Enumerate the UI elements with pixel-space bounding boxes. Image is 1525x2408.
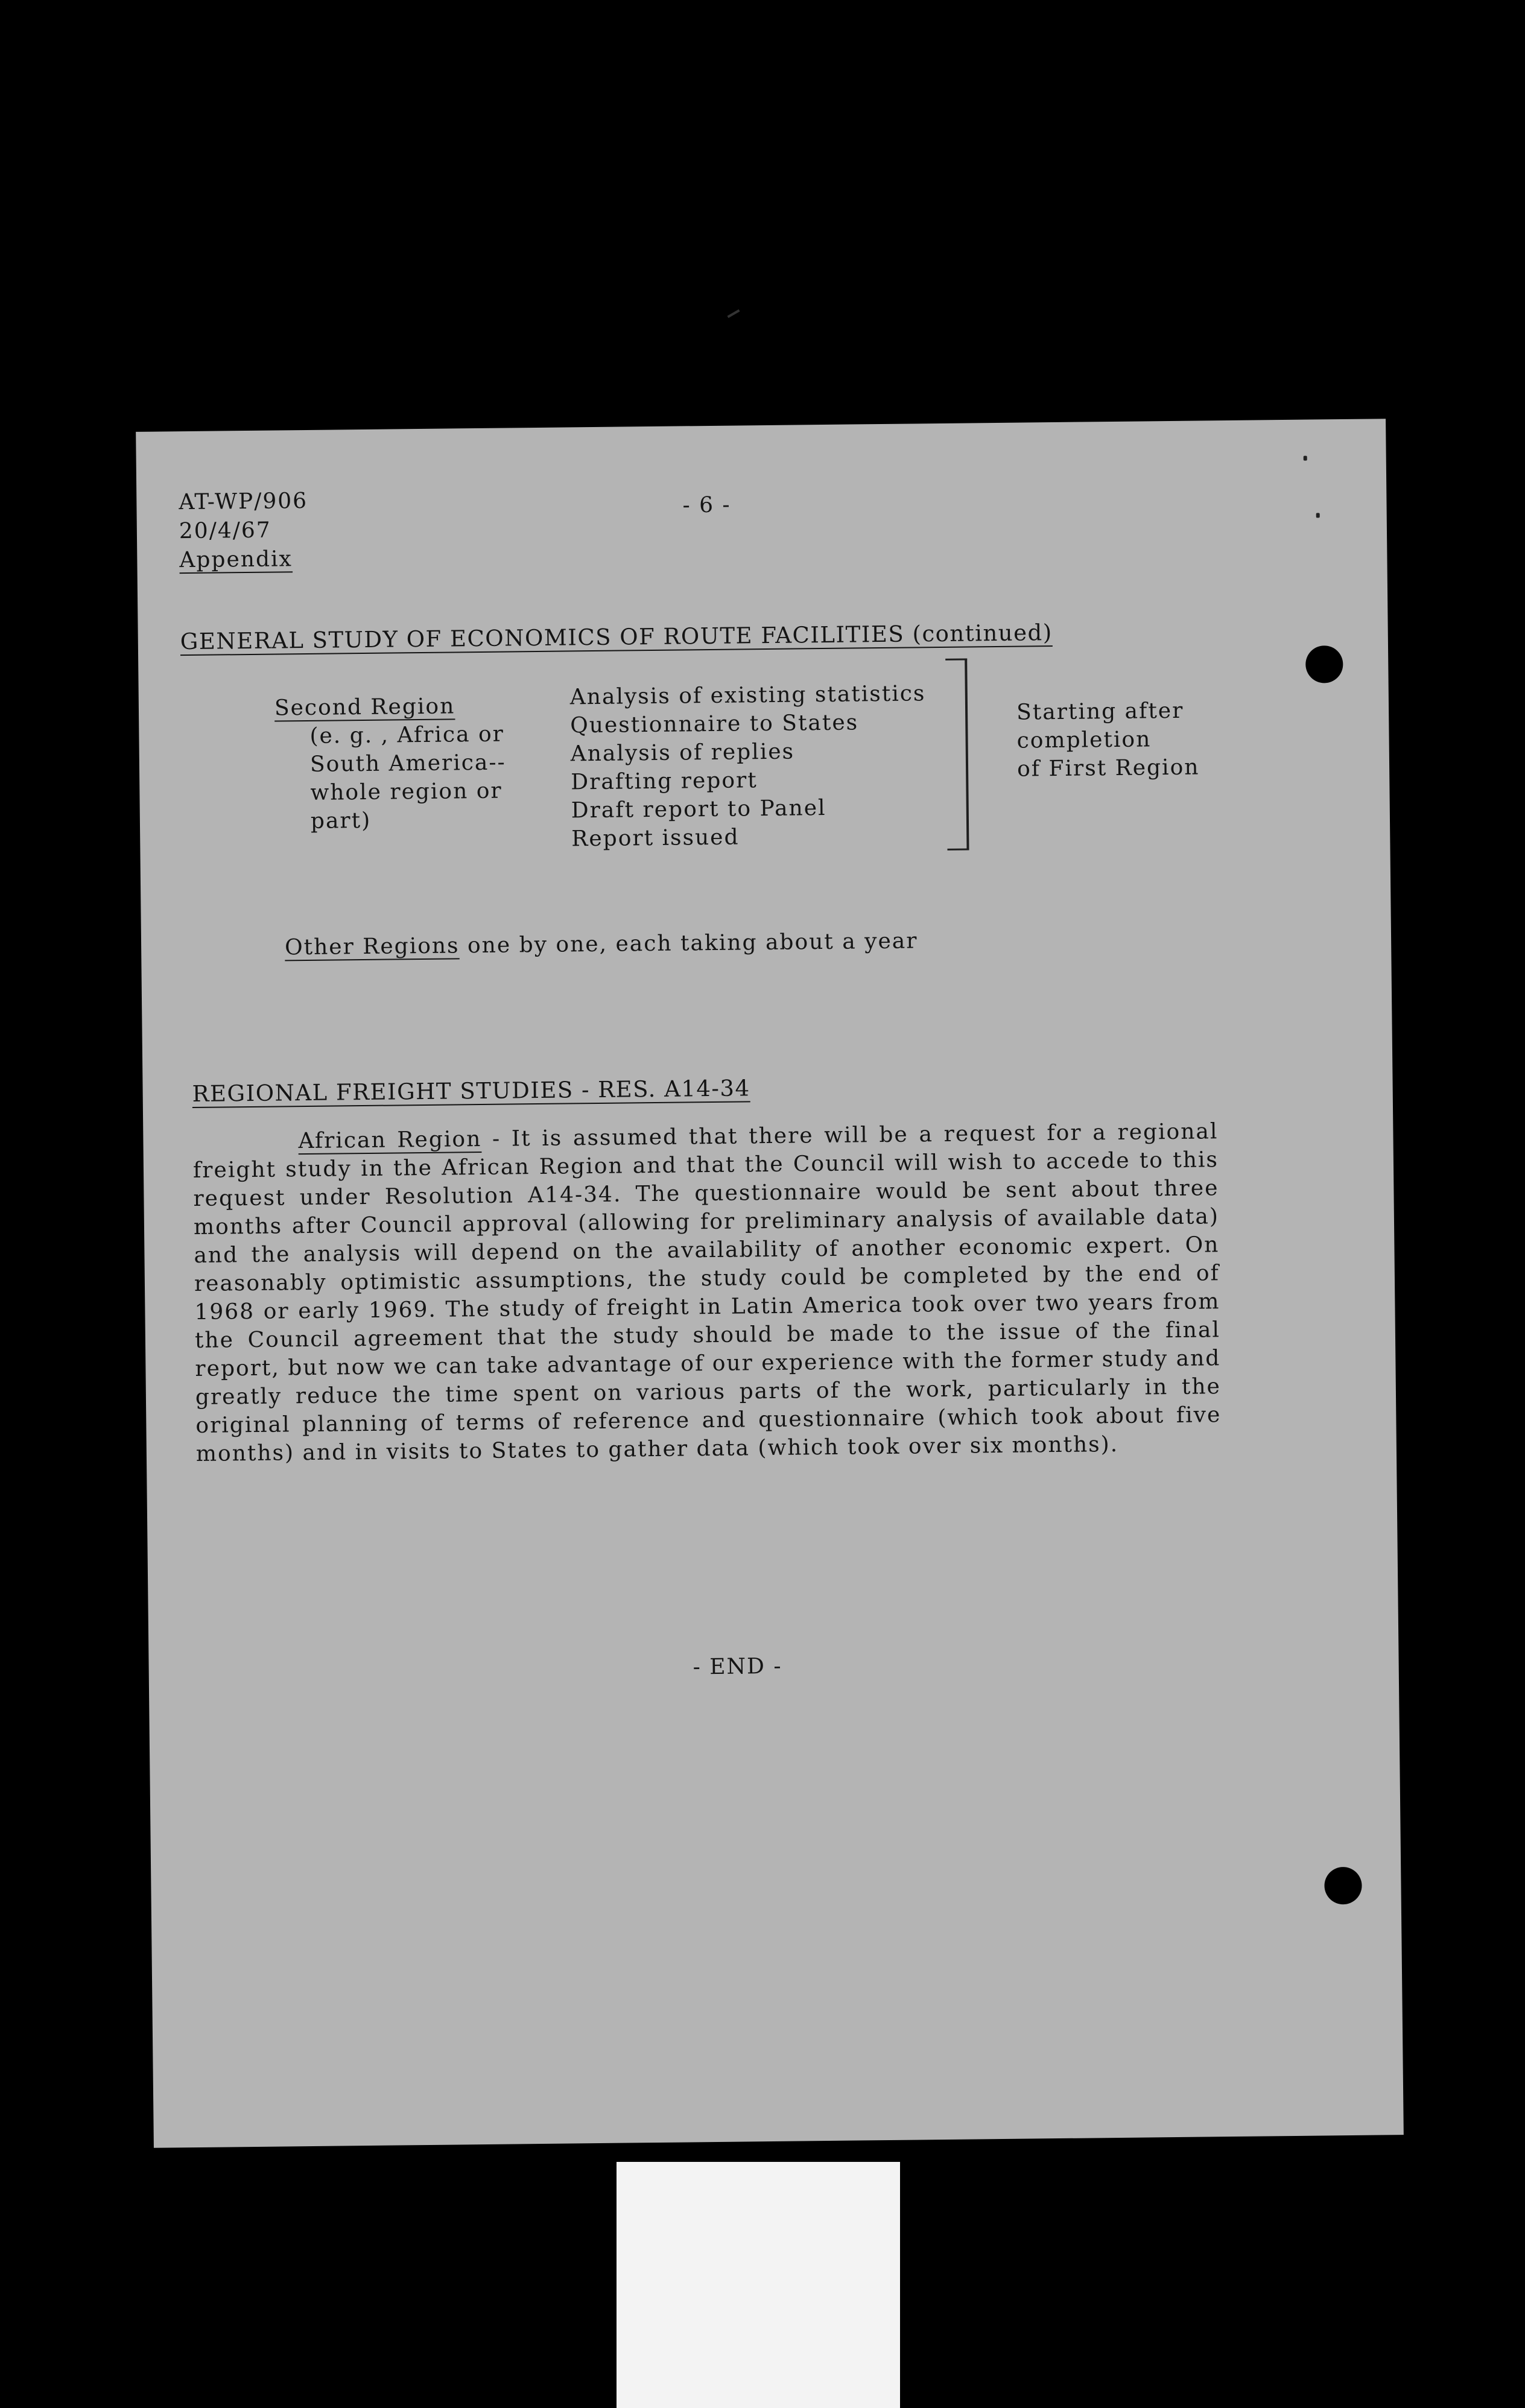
region-desc-line: (e. g. , Africa or	[309, 721, 505, 749]
second-region-title: Second Region	[274, 694, 455, 721]
paragraph-body: - It is assumed that there will be a request for a regional freight study in the African Region and that the Council will wish to accede to this request under Resolution A14-34. The questionnaire would be sent about three months after Council approval (allowing for preliminary analysis of available data) and the analysis will depend on the availability of another economic expert. On reasonably optimistic assumptions, the study could be completed by the end of 1968 or early 1969. The study of freight in Latin America took over two years from the Council agreement that the study should be made to the issue of the final report, but now we can take advantage of our experience with the former study and greatly reduce the time spent on various parts of the work, particularly in the original planning of terms of reference and questionnaire (which took about five months) and in visits to States to gather data (which took over six months).	[192, 1119, 1222, 1466]
timing-line: Starting after	[1016, 698, 1184, 725]
white-slip	[617, 2162, 900, 2408]
task-item: Draft report to Panel	[571, 795, 826, 823]
timing-line: completion	[1016, 727, 1152, 753]
speck-mark	[1316, 513, 1320, 518]
timing-line: of First Region	[1016, 755, 1200, 782]
other-regions-label: Other Regions	[284, 933, 460, 960]
document-page	[136, 419, 1404, 2148]
task-item: Questionnaire to States	[570, 710, 859, 738]
section1-heading: GENERAL STUDY OF ECONOMICS OF ROUTE FACILITIES (continued)	[180, 619, 1053, 655]
african-region-label: African Region	[298, 1126, 482, 1154]
task-item: Analysis of existing statistics	[569, 681, 926, 710]
scuff-mark	[727, 309, 740, 318]
region-desc-line: whole region or	[310, 778, 503, 805]
other-regions-line	[285, 930, 918, 958]
punch-hole	[1305, 645, 1343, 683]
doc-date: 20/4/67	[179, 518, 271, 544]
african-region-paragraph	[192, 1117, 1222, 1468]
other-regions-text: one by one, each taking about a year	[467, 928, 918, 958]
doc-reference: AT-WP/906	[179, 488, 308, 515]
end-marker: - END -	[693, 1653, 782, 1680]
task-item: Analysis of replies	[570, 739, 795, 767]
appendix-label: Appendix	[179, 547, 293, 573]
task-item: Drafting report	[571, 768, 758, 795]
section2-heading: REGIONAL FREIGHT STUDIES - RES. A14-34	[192, 1075, 750, 1107]
region-desc-line: part)	[310, 808, 372, 834]
task-item: Report issued	[571, 825, 740, 852]
task-bracket	[945, 659, 969, 851]
page-number: - 6 -	[682, 492, 731, 518]
region-desc-line: South America--	[309, 750, 506, 777]
speck-mark	[1304, 456, 1307, 461]
punch-hole	[1324, 1867, 1362, 1905]
